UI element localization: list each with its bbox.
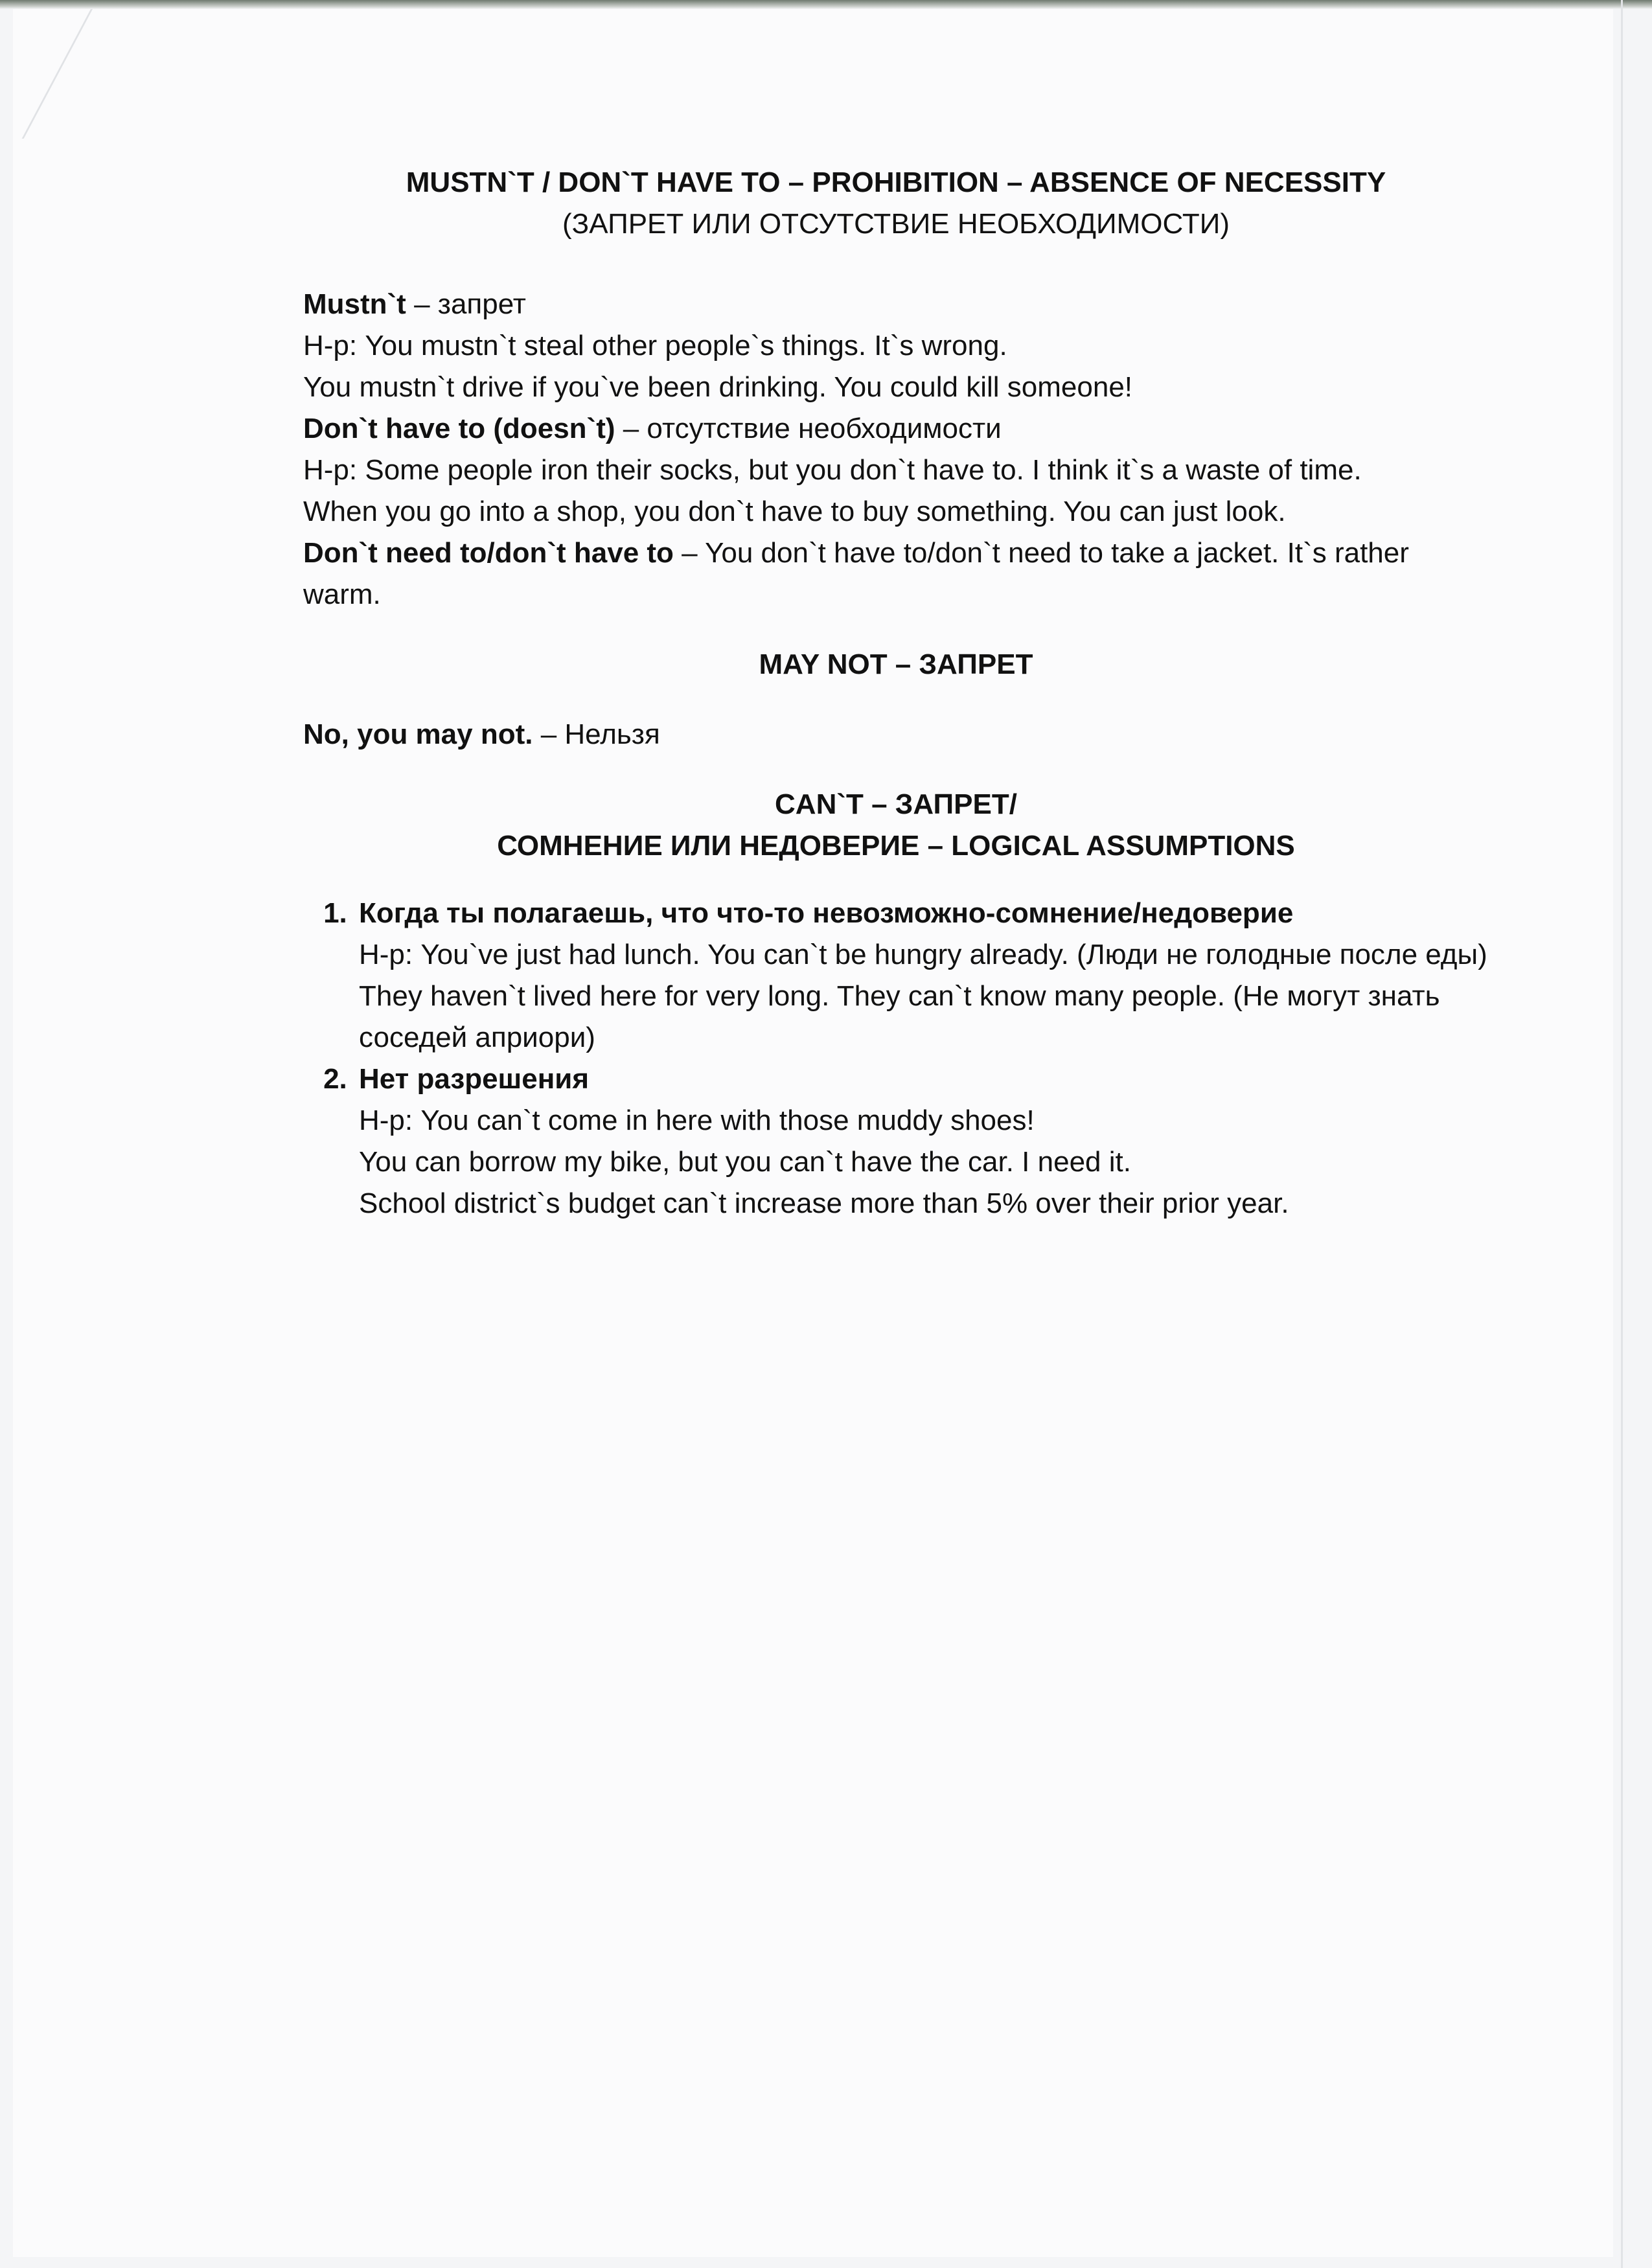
cant-usage-list (303, 893, 1489, 1224)
item2-example-3: School district`s budget can`t increase more than 5% over their prior year. (359, 1187, 1289, 1219)
item2-example-2: You can borrow my bike, but you can`t have the car. I need it. (359, 1146, 1131, 1178)
section1-title: MUSTN`T / DON`T HAVE TO – PROHIBITION – ABSENCE OF NECESSITY (406, 166, 1386, 198)
donthave-definition (303, 408, 1489, 450)
item1-heading: 1. Когда ты полагаешь, что что-то невозможно-сомнение/недоверие (359, 897, 1294, 929)
mustnt-def: – запрет (406, 288, 526, 320)
dontneed-example: – You don`t have to/don`t need to take a jacket. It`s rather warm. (303, 537, 1409, 610)
mustnt-example-1: Н-р: You mustn`t steal other people`s things. It`s wrong. (303, 330, 1007, 361)
section1-subtitle: (ЗАПРЕТ ИЛИ ОТСУТСТВИЕ НЕОБХОДИМОСТИ) (562, 208, 1230, 240)
donthave-example-2: When you go into a shop, you don`t have to buy something. You can just look. (303, 496, 1286, 527)
dontneed-term: Don`t need to/don`t have to (303, 537, 674, 569)
mustnt-example-2: You mustn`t drive if you`ve been drinking. You could kill someone! (303, 371, 1133, 403)
maynot-example (303, 714, 1489, 755)
scan-top-edge (0, 0, 1652, 9)
section3-title-line2: СОМНЕНИЕ ИЛИ НЕДОВЕРИЕ – LOGICAL ASSUMPTIONS (497, 830, 1295, 862)
list-item (355, 1059, 1489, 1224)
list-item (355, 893, 1489, 1059)
page-right-edge (1621, 0, 1623, 2268)
item1-example-2: They haven`t lived here for very long. They can`t know many people. (Не могут знать соседей априори) (359, 980, 1440, 1053)
item1-example-1: Н-р: You`ve just had lunch. You can`t be hungry already. (Люди не голодные после еды) (359, 939, 1487, 970)
donthave-example-1: Н-р: Some people iron their socks, but you don`t have to. I think it`s a waste of time. (303, 454, 1362, 486)
donthave-def: – отсутствие необходимости (615, 413, 1002, 444)
document-content (303, 162, 1489, 1224)
section2-title: MAY NOT – ЗАПРЕТ (759, 648, 1033, 680)
mustnt-definition (303, 284, 1489, 325)
maynot-example-rest: – Нельзя (533, 718, 660, 750)
donthave-term: Don`t have to (doesn`t) (303, 413, 615, 444)
item2-example-1: Н-р: You can`t come in here with those muddy shoes! (359, 1105, 1035, 1136)
dontneed-definition (303, 533, 1489, 615)
item2-heading: 2. Нет разрешения (359, 1063, 589, 1095)
maynot-example-bold: No, you may not. (303, 718, 533, 750)
section3-title-line1: CAN`T – ЗАПРЕТ/ (775, 788, 1017, 820)
mustnt-term: Mustn`t (303, 288, 406, 320)
